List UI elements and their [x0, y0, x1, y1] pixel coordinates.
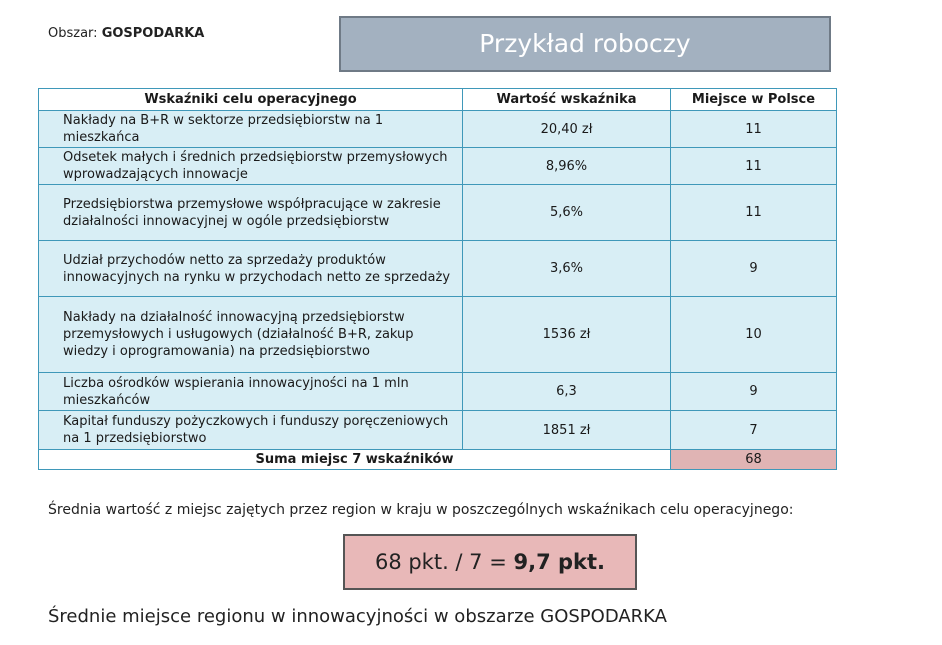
rank-cell: 11	[671, 111, 837, 148]
sum-row	[39, 450, 837, 470]
indicator-cell: Odsetek małych i średnich przedsiębiorstw przemysłowych wprowadzających innowacje	[39, 148, 463, 185]
area-heading	[48, 26, 204, 41]
value-cell: 3,6%	[463, 241, 671, 297]
rank-cell: 11	[671, 185, 837, 241]
value-cell: 6,3	[463, 373, 671, 411]
value-cell: 5,6%	[463, 185, 671, 241]
rank-cell: 9	[671, 241, 837, 297]
example-banner: Przykład roboczy	[339, 16, 831, 72]
value-cell: 1851 zł	[463, 411, 671, 450]
table-row	[39, 241, 837, 297]
column-header-indicator: Wskaźniki celu operacyjnego	[39, 89, 463, 111]
calculation-expression: 68 pkt. / 7 =	[374, 550, 507, 574]
column-header-value: Wartość wskaźnika	[463, 89, 671, 111]
indicator-cell: Przedsiębiorstwa przemysłowe współpracujące w zakresie działalności innowacyjnej w ogóle przedsiębiorstw	[39, 185, 463, 241]
sum-value: 68	[671, 450, 837, 470]
area-value: GOSPODARKA	[101, 26, 205, 41]
rank-cell: 7	[671, 411, 837, 450]
value-cell: 20,40 zł	[463, 111, 671, 148]
area-label: Obszar:	[48, 26, 98, 41]
indicator-cell: Nakłady na B+R w sektorze przedsiębiorstw na 1 mieszkańca	[39, 111, 463, 148]
value-cell: 1536 zł	[463, 297, 671, 373]
rank-cell: 9	[671, 373, 837, 411]
indicator-cell: Kapitał funduszy pożyczkowych i funduszy poręczeniowych na 1 przedsiębiorstwo	[39, 411, 463, 450]
table-row	[39, 297, 837, 373]
table-row	[39, 373, 837, 411]
rank-cell: 10	[671, 297, 837, 373]
table-row	[39, 411, 837, 450]
table-row	[39, 148, 837, 185]
table-row	[39, 185, 837, 241]
column-header-rank: Miejsce w Polsce	[671, 89, 837, 111]
indicator-cell: Nakłady na działalność innowacyjną przedsiębiorstw przemysłowych i usługowych (działalność B+R, zakup wiedzy i oprogramowania) na przedsiębiorstwo	[39, 297, 463, 373]
sum-label: Suma miejsc 7 wskaźników	[39, 450, 671, 470]
table-header-row	[39, 89, 837, 111]
conclusion-text: Średnie miejsce regionu w innowacyjności w obszarze GOSPODARKA	[48, 606, 667, 627]
table-row	[39, 111, 837, 148]
indicator-cell: Liczba ośrodków wspierania innowacyjności na 1 mln mieszkańców	[39, 373, 463, 411]
indicator-cell: Udział przychodów netto za sprzedaży produktów innowacyjnych na rynku w przychodach netto ze sprzedaży	[39, 241, 463, 297]
calculation-box	[343, 534, 637, 590]
value-cell: 8,96%	[463, 148, 671, 185]
average-question: Średnia wartość z miejsc zajętych przez region w kraju w poszczególnych wskaźnikach celu operacyjnego:	[48, 502, 794, 518]
calculation-result: 9,7 pkt.	[513, 550, 606, 574]
rank-cell: 11	[671, 148, 837, 185]
indicators-table	[38, 88, 837, 470]
